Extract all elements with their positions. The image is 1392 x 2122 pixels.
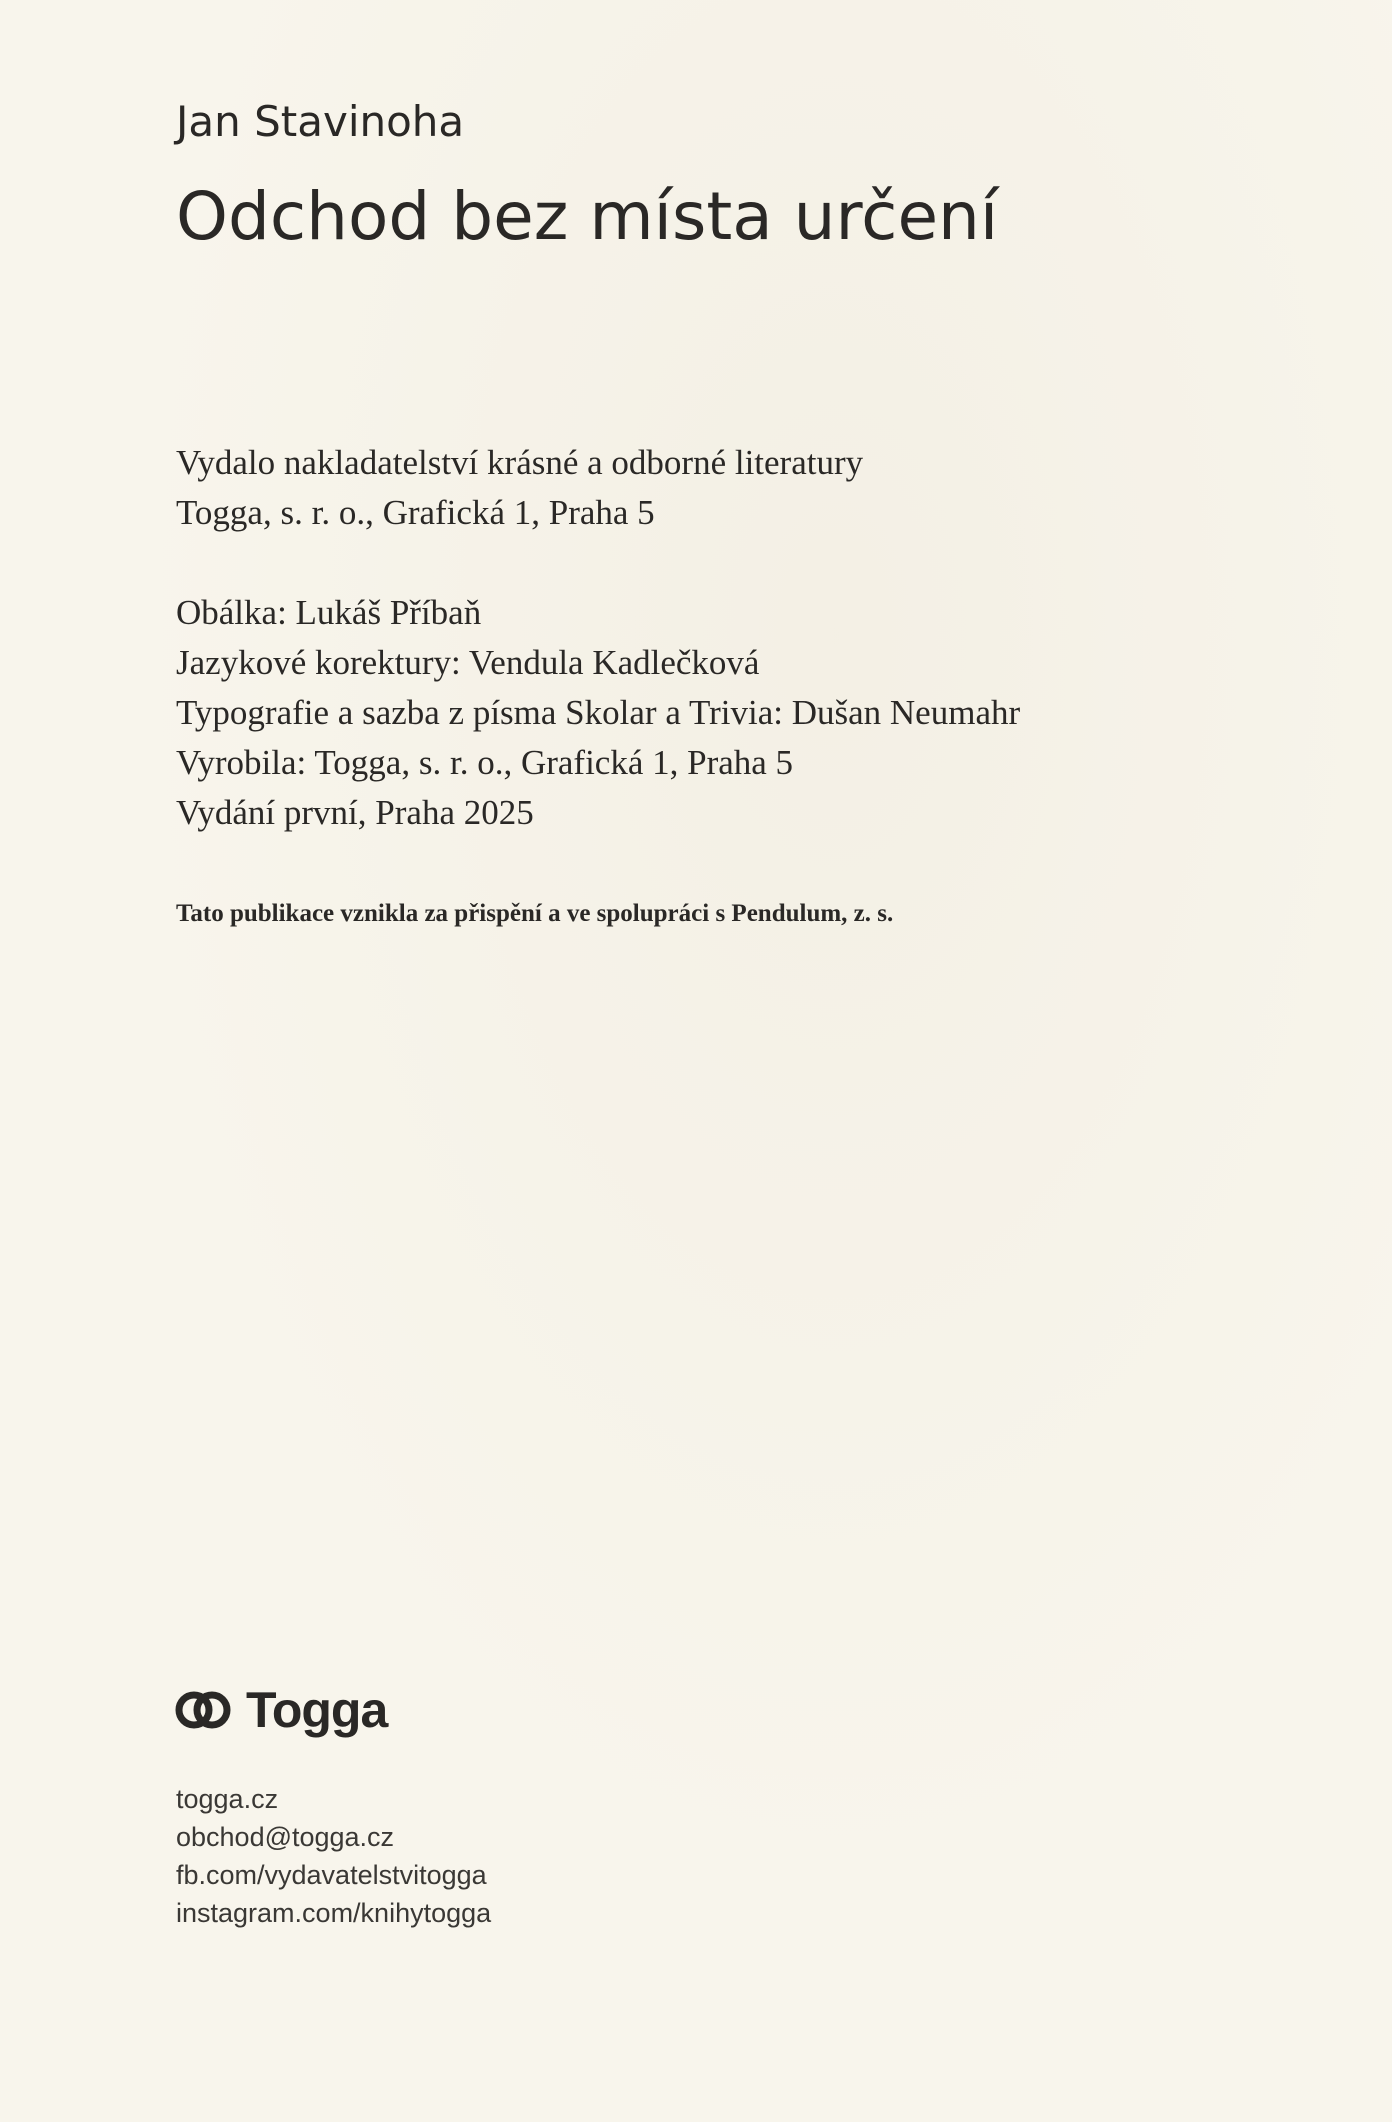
contact-website: togga.cz [176, 1784, 279, 1814]
togga-logo-icon [174, 1689, 232, 1731]
credit-line: Obálka: Lukáš Příbaň [176, 593, 482, 632]
author-name: Jan Stavinoha [176, 97, 465, 146]
contact-list [176, 1780, 491, 1932]
book-title: Odchod bez místa určení [176, 178, 999, 255]
contact-email: obchod@togga.cz [176, 1822, 395, 1852]
credit-line: Jazykové korektury: Vendula Kadlečková [176, 643, 760, 682]
support-note: Tato publikace vznikla za přispění a ve spolupráci s Pendulum, z. s. [176, 900, 894, 927]
credit-line: Typografie a sazba z písma Skolar a Trivia: Dušan Neumahr [176, 693, 1021, 732]
publisher-info [176, 438, 863, 538]
publisher-line: Togga, s. r. o., Grafická 1, Praha 5 [176, 493, 655, 532]
credit-line: Vyrobila: Togga, s. r. o., Grafická 1, Praha 5 [176, 743, 794, 782]
contact-instagram: instagram.com/knihytogga [176, 1898, 492, 1928]
logo-text: Togga [246, 1682, 388, 1738]
credit-line: Vydání první, Praha 2025 [176, 793, 534, 832]
publisher-logo [174, 1680, 387, 1740]
publisher-line: Vydalo nakladatelství krásné a odborné literatury [176, 443, 864, 482]
credits-list [176, 588, 1020, 838]
contact-facebook: fb.com/vydavatelstvitogga [176, 1860, 487, 1890]
